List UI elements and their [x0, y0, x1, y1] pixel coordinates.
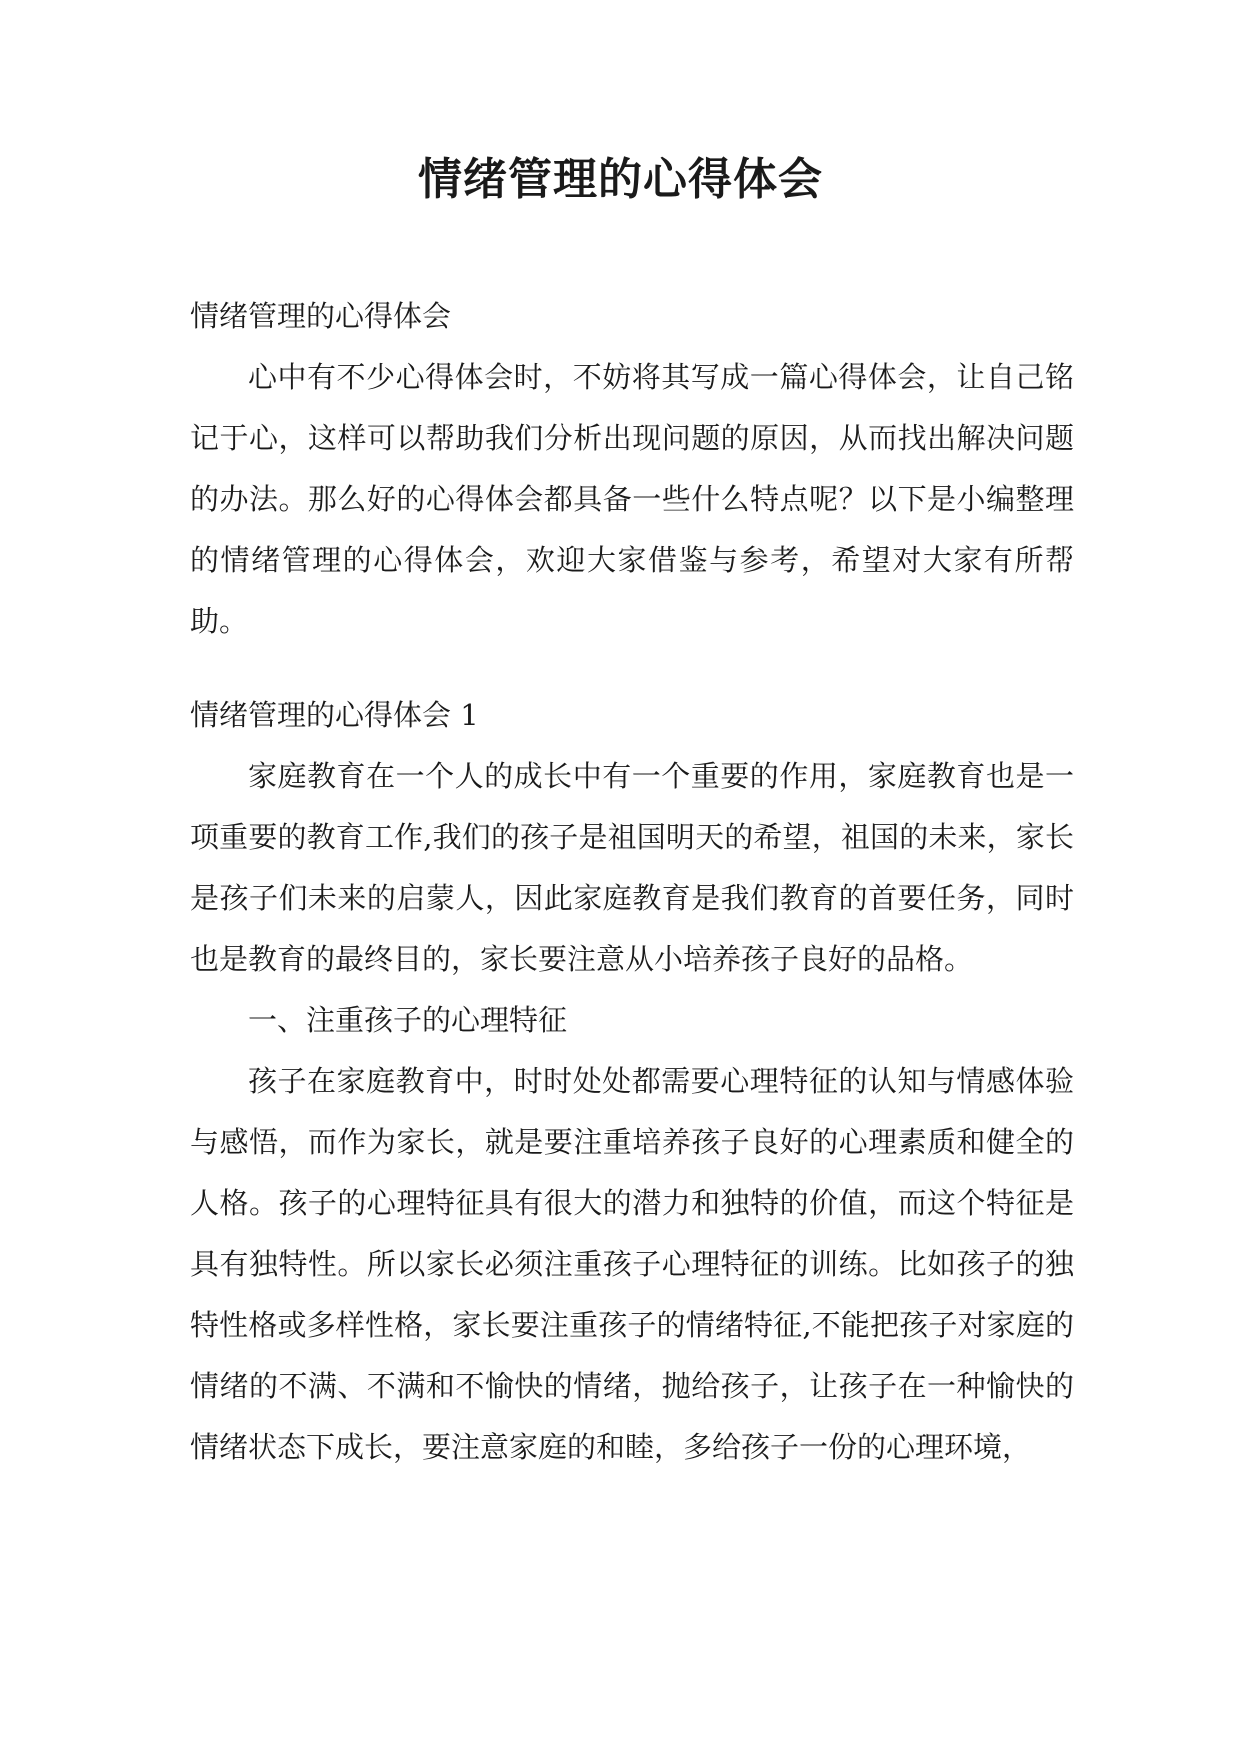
- subtitle: 情绪管理的心得体会: [190, 299, 452, 333]
- body-paragraph: 家庭教育在一个人的成长中有一个重要的作用，家庭教育也是一项重要的教育工作,我们的孩子是祖国明天的希望，祖国的未来，家长是孩子们未来的启蒙人，因此家庭教育是我们教育的首要任务，同时也是教育的最终目的，家长要注意从小培养孩子良好的品格。: [190, 759, 1074, 976]
- body-paragraph: 孩子在家庭教育中，时时处处都需要心理特征的认知与情感体验与感悟，而作为家长，就是要注重培养孩子良好的心理素质和健全的人格。孩子的心理特征具有很大的潜力和独特的价值，而这个特征是具有独特性。所以家长必须注重孩子心理特征的训练。比如孩子的独特性格或多样性格，家长要注重孩子的情绪特征,不能把孩子对家庭的情绪的不满、不满和不愉快的情绪，抛给孩子，让孩子在一种愉快的情绪状态下成长，要注意家庭的和睦，多给孩子一份的心理环境，: [190, 1064, 1074, 1464]
- page-title: 情绪管理的心得体会: [418, 154, 823, 205]
- paragraph-spacer: [190, 652, 1074, 685]
- document-body: [190, 286, 1074, 1478]
- intro-paragraph: 心中有不少心得体会时，不妨将其写成一篇心得体会，让自己铭记于心，这样可以帮助我们分析出现问题的原因，从而找出解决问题的办法。那么好的心得体会都具备一些什么特点呢？以下是小编整理的情绪管理的心得体会，欢迎大家借鉴与参考，希望对大家有所帮助。: [190, 360, 1074, 638]
- section-heading: 情绪管理的心得体会 1: [190, 698, 479, 732]
- sub-heading: 一、注重孩子的心理特征: [248, 1003, 568, 1037]
